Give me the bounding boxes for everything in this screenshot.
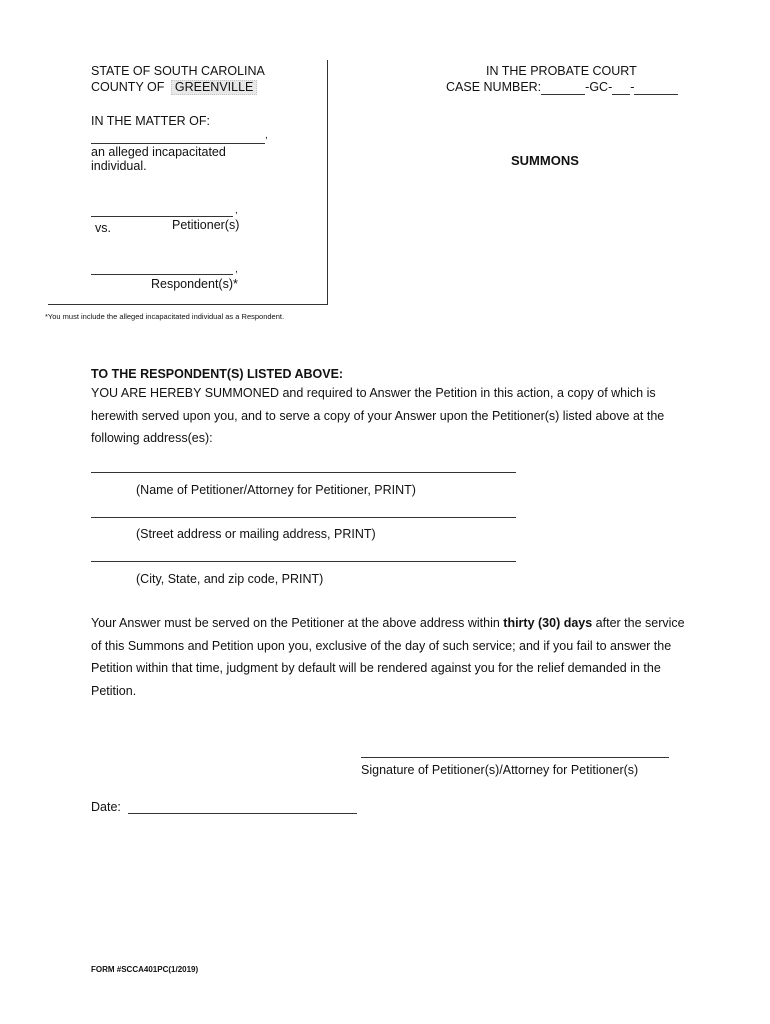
matter-comma: , — [265, 130, 268, 141]
street-address-field[interactable] — [91, 517, 516, 518]
summons-paragraph: YOU ARE HEREBY SUMMONED and required to Answer the Petition in this action, a copy of which is herewith served upon you, and to serve a copy of your Answer upon the Petitioner(s) listed above at the following address(es): — [91, 386, 665, 445]
alleged-line-2: individual. — [91, 159, 147, 173]
date-label: Date: — [91, 800, 121, 814]
matter-name-line[interactable] — [91, 143, 265, 144]
respondents-label: Respondent(s)* — [151, 277, 238, 291]
county-label: COUNTY OF — [91, 80, 165, 94]
city-state-zip-field[interactable] — [91, 561, 516, 562]
answer-paragraph — [91, 612, 691, 702]
signature-field[interactable] — [361, 757, 669, 758]
case-number-label: CASE NUMBER: — [446, 80, 542, 94]
date-field[interactable] — [128, 813, 357, 814]
vs-label: vs. — [95, 221, 111, 235]
case-number-row — [446, 80, 678, 95]
alleged-line-1: an alleged incapacitated — [91, 145, 226, 159]
county-line — [91, 80, 257, 95]
city-state-zip-field-label: (City, State, and zip code, PRINT) — [136, 572, 324, 586]
answer-text-start: Your Answer must be served on the Petitioner at the above address within — [91, 616, 504, 630]
respondents-heading: TO THE RESPONDENT(S) LISTED ABOVE: — [91, 367, 344, 381]
page-title: SUMMONS — [511, 153, 579, 168]
petitioners-label: Petitioner(s) — [172, 218, 240, 232]
petitioner-comma: , — [235, 205, 238, 216]
petitioner-name-field-label: (Name of Petitioner/Attorney for Petitioner, PRINT) — [136, 483, 416, 497]
respondent-name-line[interactable] — [91, 274, 233, 275]
footnote: *You must include the alleged incapacitated individual as a Respondent. — [45, 312, 285, 321]
state-label: STATE OF SOUTH CAROLINA — [91, 64, 265, 78]
caption-bottom-rule — [48, 304, 328, 305]
caption-divider — [327, 60, 328, 304]
case-dash: - — [630, 80, 635, 94]
answer-deadline: thirty (30) days — [503, 616, 593, 630]
case-seq-field[interactable] — [634, 80, 678, 95]
street-address-field-label: (Street address or mailing address, PRINT) — [136, 527, 376, 541]
case-code-field[interactable] — [612, 80, 630, 95]
form-id: FORM #SCCA401PC(1/2019) — [91, 965, 199, 974]
case-gc: -GC- — [585, 80, 613, 94]
matter-of-label: IN THE MATTER OF: — [91, 114, 210, 128]
court-label: IN THE PROBATE COURT — [486, 64, 637, 78]
county-field[interactable]: GREENVILLE — [171, 80, 258, 95]
answer-text-end: after the service of this Summons and Petition upon you, exclusive of the day of such service; and if you fail to answer the Petition within that time, judgment by default will be rendered against you for the relief demanded in the Petition. — [91, 616, 685, 698]
petitioner-name-field[interactable] — [91, 472, 516, 473]
respondent-comma: , — [235, 264, 238, 275]
signature-label: Signature of Petitioner(s)/Attorney for Petitioner(s) — [361, 763, 639, 777]
petitioner-name-line[interactable] — [91, 216, 233, 217]
case-year-field[interactable] — [541, 80, 585, 95]
